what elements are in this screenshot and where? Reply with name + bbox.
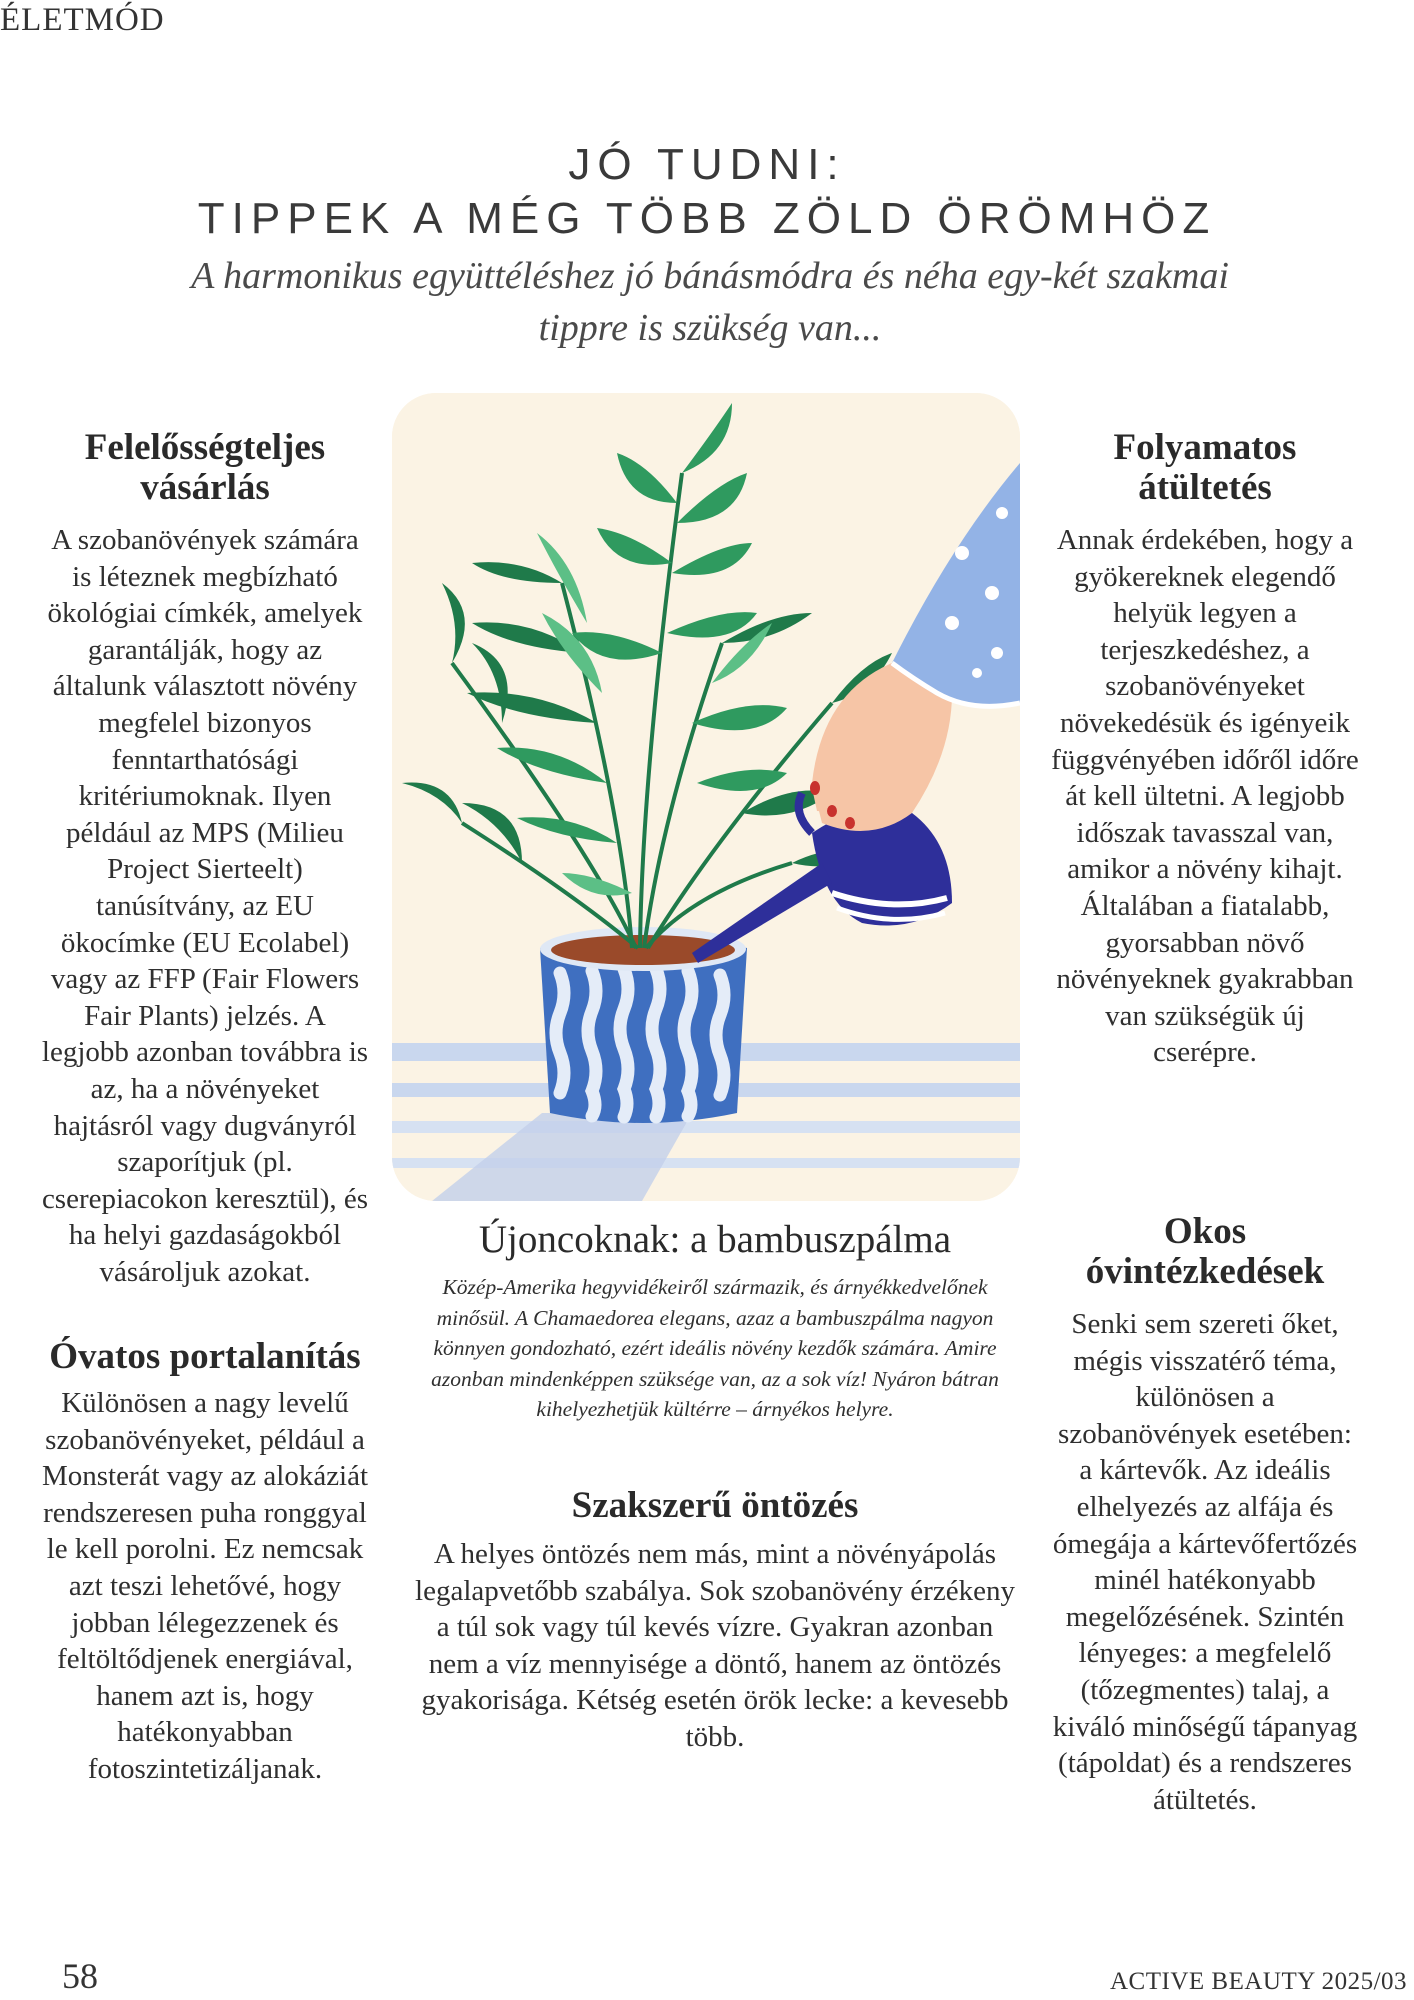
middle-section-2	[410, 1486, 1020, 1756]
middle-section-1	[410, 1218, 1020, 1425]
magazine-issue: ACTIVE BEAUTY 2025/03	[1110, 1968, 1408, 1995]
heading-felelossegteljes-vasarlas: Felelősségteljes vásárlás	[84, 427, 326, 508]
heading-ovatos-portalanitas: Óvatos portalanítás	[49, 1336, 361, 1377]
left-section-1	[40, 428, 370, 1290]
caption-bambuszpalma: Közép-Amerika hegyvidékeiről származik, és árnyékkedvelőnek minősül. A Chamaedorea elegans, azaz a bambuszpálma nagyon könnyen gondozható, ezért ideális növény kezdők számára. Amire azonban mindenképpen szüksége van, az a sok víz! Nyáron bátran kihelyezhetjük kültérre – árnyékos helyre.	[431, 1275, 999, 1421]
heading-ujoncoknak: Újoncoknak: a bambuszpálma	[478, 1218, 952, 1261]
title-line-1: JÓ TUDNI:	[568, 140, 846, 189]
page-number: 58	[62, 1956, 98, 1996]
title-line-2: TIPPEK A MÉG TÖBB ZÖLD ÖRÖMHÖZ	[197, 194, 1217, 243]
potted-palm-watering-illustration	[392, 393, 1020, 1201]
heading-folyamatos-atultetes: Folyamatos átültetés	[1113, 427, 1297, 508]
left-section-2	[40, 1337, 370, 1788]
text-folyamatos-atultetes: Annak érdekében, hogy a gyökereknek elegendő helyük legyen a terjeszkedéshez, a szobanövényeket növekedésük és igényeik függvényében időről időre át kell ültetni. A legjobb időszak tavasszal van, amikor a növény kihajt. Általában a fiatalabb, gyorsabban növő növényeknek gyakrabban van szükségük új cserépre.	[1051, 524, 1359, 1069]
section-tag: ÉLETMÓD	[0, 2, 165, 38]
text-szakszeru-ontozes: A helyes öntözés nem más, mint a növényápolás legalapvetőbb szabálya. Sok szobanövény érzékeny a túl sok vagy túl kevés vízre. Gyakran azonban nem a víz mennyisége a döntő, hanem az öntözés gyakorisága. Kétség esetén örök lecke: a kevesebb több.	[415, 1538, 1015, 1753]
article-title	[0, 138, 1414, 246]
heading-okos-ovintezkedesek: Okos óvintézkedések	[1085, 1211, 1325, 1292]
right-section-1	[1050, 428, 1360, 1071]
right-section-2	[1050, 1212, 1360, 1818]
text-felelossegteljes-vasarlas: A szobanövények számára is léteznek megbízható ökológiai címkék, amelyek garantálják, hogy az általunk választott növény megfelel bizonyos fenntarthatósági kritériumoknak. Ilyen például az MPS (Milieu Project Sierteelt) tanúsítvány, az EU ökocímke (EU Ecolabel) vagy az FFP (Fair Flowers Fair Plants) jelzés. A legjobb azonban továbbra is az, ha a növényeket hajtásról vagy dugványról szaporítjuk (pl. cserepiacokon keresztül), és ha helyi gazdaságokból vásároljuk azokat.	[41, 524, 369, 1288]
text-okos-ovintezkedesek: Senki sem szereti őket, mégis visszatérő téma, különösen a szobanövények esetében: a kártevők. Az ideális elhelyezés az alfája és ómegája a kártevőfertőzés minél hatékonyabb megelőzésének. Szintén lényeges: a megfelelő (tőzegmentes) talaj, a kiváló minőségű tápanyag (tápoldat) és a rendszeres átültetés.	[1052, 1308, 1358, 1816]
article-lead: A harmonikus együttéléshez jó bánásmódra és néha egy-két szakmai tippre is szükség van...	[191, 255, 1229, 349]
text-ovatos-portalanitas: Különösen a nagy levelű szobanövényeket, például a Monsterát vagy az alokáziát rendszeresen puha ronggyal le kell porolni. Ez nemcsak azt teszi lehetővé, hogy jobban lélegezzenek és feltöltődjenek energiával, hanem azt is, hogy hatékonyabban fotoszintetizáljanak.	[41, 1387, 369, 1785]
heading-szakszeru-ontozes: Szakszerű öntözés	[571, 1485, 859, 1526]
